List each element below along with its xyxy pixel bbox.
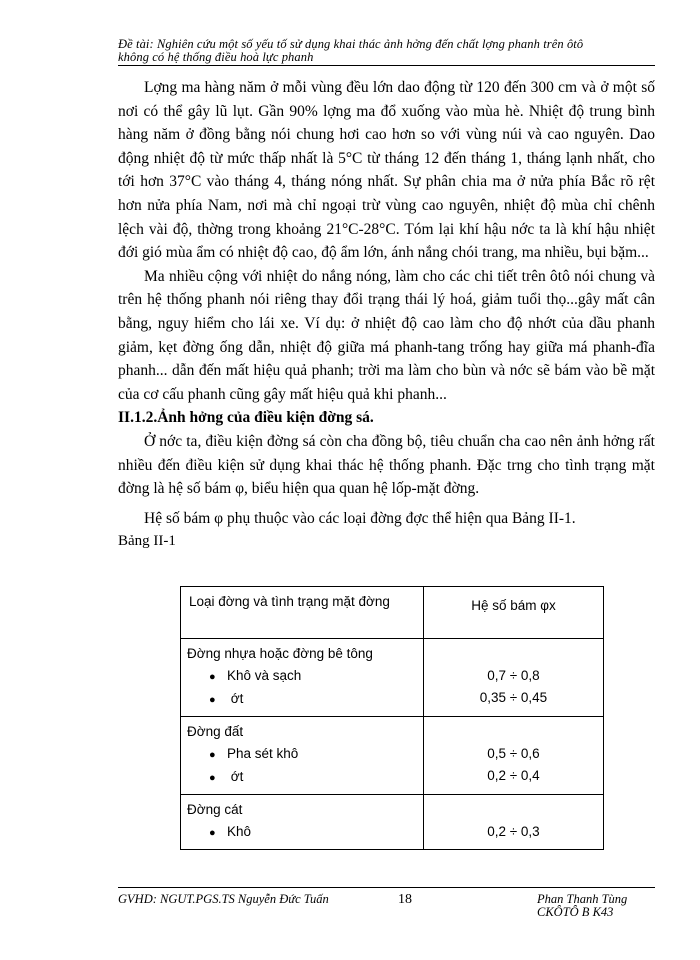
table-group-sand [181,795,424,850]
page-header [118,38,658,64]
footer-divider [118,887,655,888]
table-caption: Bảng II-1 [118,533,176,550]
document-body [118,76,655,554]
header-line-1: Đề tài: Nghiên cứu một số yếu tố sử dụng khai thác ảnh hởng đến chất lợng phanh trên ôtô [118,37,584,51]
table-header-coefficient: Hệ số bám φx [423,587,603,639]
bullet-icon: ● [209,694,216,706]
table-group-earth [181,717,424,795]
group-title: Đờng đất [187,724,244,739]
list-item [187,688,423,711]
section-heading: II.1.2.Ảnh hởng của điều kiện đờng sá. [118,409,374,427]
list-item [187,665,423,688]
group-title: Đờng nhựa hoặc đờng bê tông [187,646,373,661]
table-row [181,795,604,850]
paragraph-climate: Lợng ma hàng năm ở mỗi vùng đều lớn dao động từ 120 đến 300 cm và ở một số nơi có thể gây lũ lụt. Gần 90% lợng ma đổ xuống vào mùa hè. Nhiệt độ trung bình hàng năm ở đồng bằng nói chung hơi cao hơn so với vùng núi và cao nguyên. Dao động nhiệt độ từ mức thấp nhất là 5°C từ tháng 12 đến tháng 1, tháng lạnh nhất, cho tới hơn 37°C vào tháng 4, tháng nóng nhất. Sự phân chia ma ở nửa phía Bắc rõ rệt hơn nửa phía Nam, nơi mà chỉ ngoại trừ vùng cao nguyên, nhiệt độ mùa chỉ chênh lệch vài độ, thờng trong khoảng 21°C-28°C. Tóm lại khí hậu nớc ta là khí hậu nhiệt đới gió mùa ẩm có nhiệt độ cao, độ ẩm lớn, ánh nắng chói trang, ma nhiều, bụi bặm... [118,79,655,262]
author-class: CKÔTÔ B K43 [537,905,614,919]
table-header-row [181,587,604,639]
item-label: Pha sét khô [227,746,299,761]
table-row [181,639,604,717]
list-item [187,766,423,789]
author-name: Phan Thanh Tùng [537,892,628,906]
item-label: ớt [227,769,244,784]
item-label: Khô [227,824,252,839]
coefficient-value: 0,5 ÷ 0,6 [487,746,540,761]
table-header-road-type: Loại đờng và tình trạng mặt đờng [181,587,424,639]
paragraph-rain-effects: Ma nhiều cộng với nhiệt do nắng nóng, làm cho các chi tiết trên ôtô nói chung và trên hệ thống phanh nói riêng thay đổi trạng thái lý hoá, giảm tuổi thọ...gây mất cân bằng, nguy hiểm cho lái xe. Ví dụ: ở nhiệt độ cao làm cho độ nhớt của dầu phanh giảm, kẹt đờng ống dẫn, nhiệt độ giữa má phanh-tang trống hay giữa má phanh-đĩa phanh... dẫn đến mất hiệu quả phanh; trời ma làm cho bùn và nớc sẽ bám vào bề mặt của cơ cấu phanh cũng gây mất hiệu quả khi phanh... [118,267,655,403]
page-number: 18 [398,892,412,907]
coefficient-value: 0,35 ÷ 0,45 [479,690,548,705]
header-divider [118,65,655,66]
coefficient-value: 0,7 ÷ 0,8 [487,668,540,683]
item-label: ớt [227,691,244,706]
table-group-asphalt [181,639,424,717]
bullet-icon: ● [209,827,216,839]
group-title: Đờng cát [187,802,243,817]
footer-author [537,893,627,919]
coefficient-value: 0,2 ÷ 0,4 [487,768,540,783]
header-line-2: không có hệ thống điều hoà lực phanh [118,50,314,64]
bullet-icon: ● [209,772,216,784]
paragraph-table-intro: Hệ số bám φ phụ thuộc vào các loại đờng đợc thể hiện qua Bảng II-1. [144,509,576,527]
list-item [187,821,423,844]
list-item [187,743,423,766]
adhesion-table [180,586,604,850]
table-row [181,717,604,795]
bullet-icon: ● [209,749,216,761]
table-values [423,639,603,717]
coefficient-value: 0,2 ÷ 0,3 [487,824,540,839]
footer-supervisor: GVHD: NGUT.PGS.TS Nguyễn Đức Tuấn [118,892,329,906]
item-label: Khô và sạch [227,668,302,683]
table-values [423,717,603,795]
bullet-icon: ● [209,671,216,683]
table-values [423,795,603,850]
paragraph-road-conditions: Ở nớc ta, điều kiện đờng sá còn cha đồng bộ, tiêu chuẩn cha cao nên ảnh hởng rất nhiều đến điều kiện sử dụng khai thác hệ thống phanh. Đặc trng cho tình trạng mặt đờng là hệ số bám φ, biểu hiện qua quan hệ lốp-mặt đờng. [118,432,655,498]
